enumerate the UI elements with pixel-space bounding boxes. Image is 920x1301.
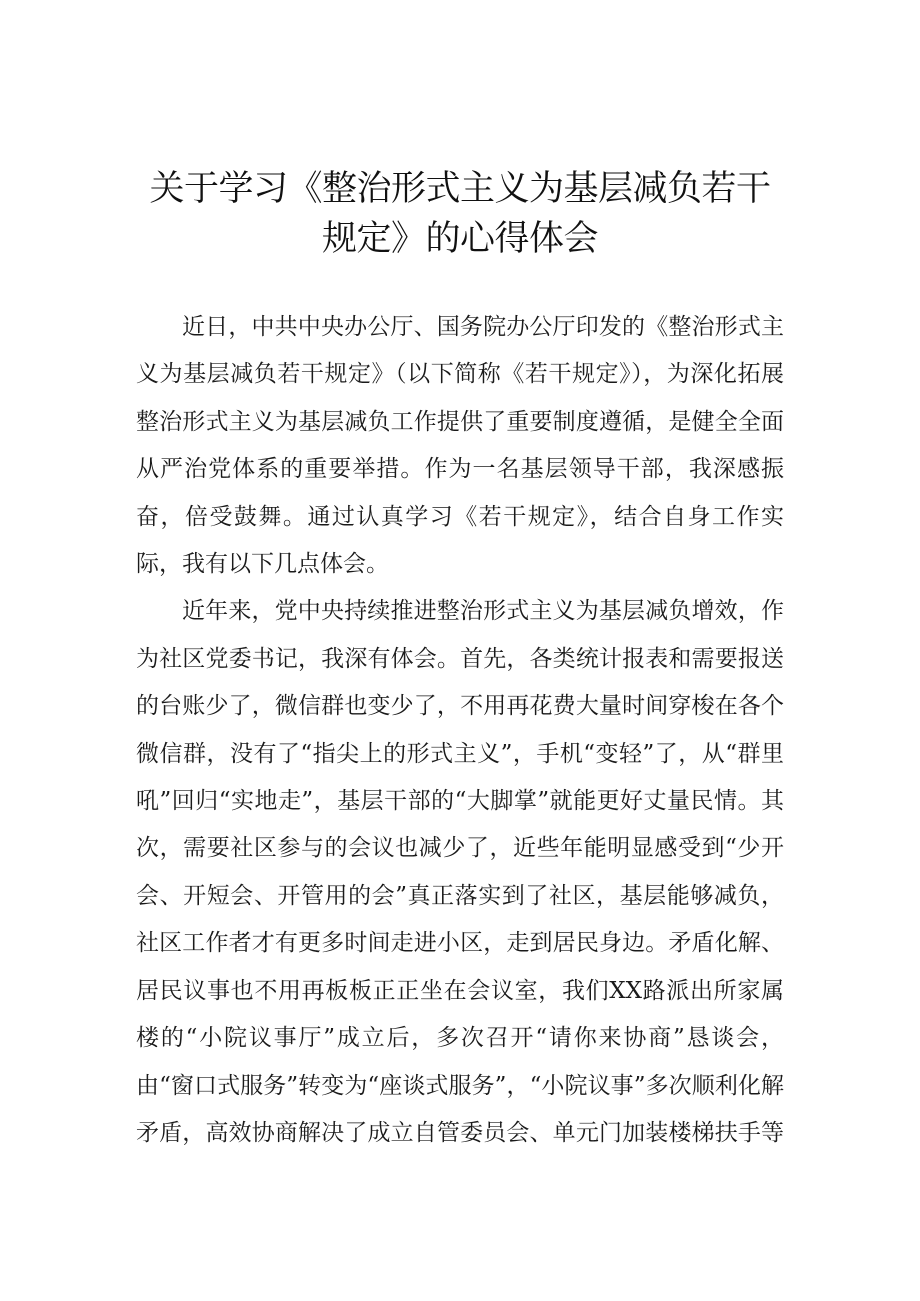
- title-line-2: 规定》的心得体会: [321, 219, 598, 259]
- body-paragraph-2: 近年来，党中央持续推进整治形式主义为基层减负增效，作为社区党委书记，我深有体会。首先，各类统计报表和需要报送的台账少了，微信群也变少了，不用再花费大量时间穿梭在各个微信群，没有了“指尖上的形式主义”，手机“变轻”了，从“群里吼”回归“实地走”，基层干部的“大脚掌”就能更好丈量民情。其次，需要社区参与的会议也减少了，近些年能明显感受到“少开会、开短会、开管用的会”真正落实到了社区，基层能够减负，社区工作者才有更多时间走进小区，走到居民身边。矛盾化解、居民议事也不用再板板正正坐在会议室，我们XX路派出所家属楼的“小院议事厅”成立后，多次召开“请你来协商”恳谈会，由“窗口式服务”转变为“座谈式服务”，“小院议事”多次顺利化解矛盾，高效协商解决了成立自管委员会、单元门加装楼梯扶手等: [136, 598, 784, 1146]
- title-line-1: 关于学习《整治形式主义为基层减负若干: [149, 169, 771, 209]
- document-title: [120, 164, 800, 264]
- body-paragraph-1: 近日，中共中央办公厅、国务院办公厅印发的《整治形式主义为基层减负若干规定》（以下简称《若干规定》），为深化拓展整治形式主义为基层减负工作提供了重要制度遵循，是健全全面从严治党体系的重要举措。作为一名基层领导干部，我深感振奋，倍受鼓舞。通过认真学习《若干规定》，结合自身工作实际，我有以下几点体会。: [136, 314, 784, 578]
- document-body: [136, 304, 784, 1157]
